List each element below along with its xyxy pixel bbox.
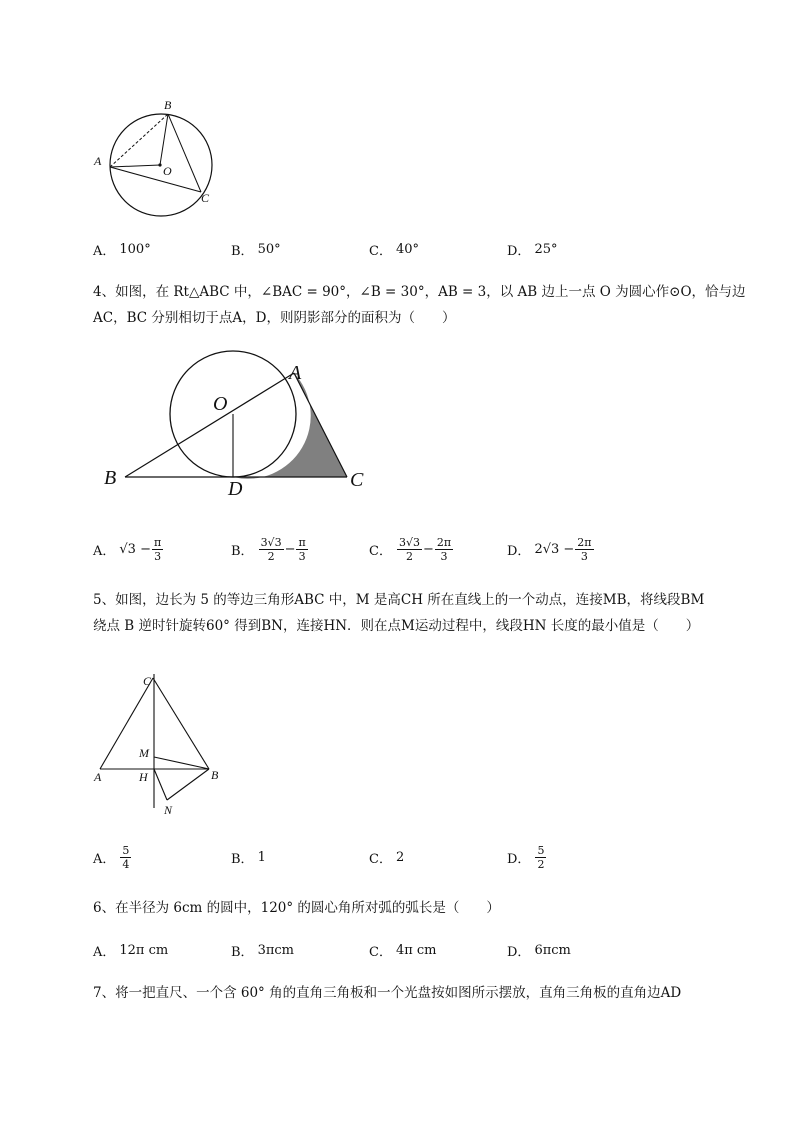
option-text: 3πcm: [257, 942, 294, 958]
q3-chord-ab: [110, 114, 168, 167]
q4-option-d[interactable]: [507, 532, 595, 566]
option-text: 1: [257, 849, 266, 865]
q5-segment-hn: [154, 769, 167, 800]
q3-label-b: B: [164, 98, 172, 112]
option-label: C．: [369, 851, 392, 867]
q6-stem-line-1: 6、在半径为 6cm 的圆中，120° 的圆心角所对弧的弧长是（ ）: [93, 900, 500, 916]
fraction-numerator: π: [153, 535, 162, 549]
fraction-denominator: 3: [298, 549, 306, 563]
option-label: C．: [369, 243, 392, 259]
q5-label-b: B: [211, 768, 219, 782]
q3-segment-ac: [110, 167, 201, 192]
option-label: B．: [231, 851, 254, 867]
option-text: 4π cm: [395, 942, 437, 958]
option-fraction-1: [397, 536, 422, 563]
fraction-denominator: 2: [267, 549, 275, 563]
q3-option-b[interactable]: [231, 232, 281, 266]
q5-option-d[interactable]: [507, 840, 547, 874]
q4-option-b[interactable]: [231, 532, 309, 566]
fraction-numerator: 2π: [436, 535, 452, 549]
fraction-denominator: 3: [580, 549, 588, 563]
option-fraction-2: [435, 536, 453, 563]
q4-stem-line-1: 4、如图，在 Rt△ABC 中，∠BAC = 90°，∠B = 30°，AB = 3，以 AB 边上一点 O 为圆心作⊙O，恰与边: [93, 284, 746, 300]
q5-label-c: C: [143, 674, 152, 688]
q5-segment-cb: [153, 678, 209, 769]
option-text: 40°: [395, 241, 419, 257]
q5-figure: [88, 668, 228, 820]
option-fraction: [535, 844, 546, 871]
q4-shaded-region: [233, 373, 347, 479]
q6-option-d[interactable]: [507, 933, 571, 967]
q5-option-b[interactable]: [231, 840, 266, 874]
option-text: 2: [395, 849, 405, 865]
option-text: 50°: [257, 241, 281, 257]
q4-option-a[interactable]: [93, 532, 164, 566]
option-label: A．: [93, 851, 116, 867]
option-fraction: [575, 536, 593, 563]
q7-stem-line-1: 7、将一把直尺、一个含 60° 角的直角三角板和一个光盘按如图所示摆放，直角三角板的直角边AD: [93, 985, 682, 1001]
q3-segment-ao: [110, 165, 160, 167]
option-label: B．: [231, 543, 254, 559]
q3-center-dot: [158, 163, 161, 166]
option-fraction-1: [259, 536, 284, 563]
q3-label-o: O: [163, 164, 172, 178]
fraction-denominator: 4: [122, 857, 130, 871]
q4-options: [93, 532, 743, 566]
q6-option-b[interactable]: [231, 933, 294, 967]
q5-options: [93, 840, 743, 874]
q5-stem-line-1: 5、如图，边长为 5 的等边三角形ABC 中，M 是高CH 所在直线上的一个动点，连接MB，将线段BM: [93, 592, 705, 608]
q5-segment-mb: [154, 757, 209, 769]
option-fraction: [152, 536, 163, 563]
option-label: C．: [369, 543, 392, 559]
q3-options: [93, 232, 743, 266]
q4-label-a: A: [289, 362, 302, 384]
option-text: 100°: [119, 241, 151, 257]
q3-option-c[interactable]: [369, 232, 419, 266]
q6-option-a[interactable]: [93, 933, 168, 967]
q3-option-d[interactable]: [507, 232, 557, 266]
fraction-numerator: 5: [537, 843, 545, 857]
option-label: C．: [369, 944, 392, 960]
option-expression-prefix: 2√3 −: [534, 541, 575, 557]
q5-segment-bn: [167, 769, 209, 800]
q3-option-a[interactable]: [93, 232, 151, 266]
option-operator: −: [284, 541, 296, 557]
q5-label-h: H: [139, 770, 148, 784]
q3-segment-bc: [168, 114, 201, 192]
q4-option-c[interactable]: [369, 532, 454, 566]
option-label: D．: [507, 944, 531, 960]
option-text: 25°: [534, 241, 558, 257]
fraction-denominator: 2: [405, 549, 413, 563]
option-label: B．: [231, 944, 254, 960]
q3-label-c: C: [201, 191, 210, 205]
fraction-numerator: 2π: [577, 535, 592, 549]
q4-label-b: B: [104, 467, 117, 489]
q5-label-a: A: [94, 770, 102, 784]
fraction-numerator: 3√3: [260, 535, 282, 549]
q6-option-c[interactable]: [369, 933, 437, 967]
q5-label-m: M: [139, 746, 149, 760]
q4-label-c: C: [350, 469, 364, 491]
fraction-denominator: 3: [154, 549, 162, 563]
fraction-numerator: π: [298, 535, 306, 549]
option-label: A．: [93, 944, 116, 960]
q4-segment-ba: [125, 373, 294, 477]
fraction-numerator: 5: [122, 843, 130, 857]
option-label: D．: [507, 543, 531, 559]
option-fraction: [120, 844, 131, 871]
option-label: A．: [93, 243, 116, 259]
option-text: 12π cm: [119, 942, 169, 958]
option-label: D．: [507, 243, 531, 259]
q6-options: [93, 933, 743, 967]
q5-stem-line-2: 绕点 B 逆时针旋转60° 得到BN，连接HN．则在点M运动过程中，线段HN 长度的最小值是（ ）: [93, 618, 700, 634]
option-operator: −: [422, 541, 434, 557]
q3-label-a: A: [94, 154, 102, 168]
q4-figure: [98, 352, 378, 502]
q5-option-a[interactable]: [93, 840, 132, 874]
option-text: 6πcm: [534, 942, 571, 958]
option-label: B．: [231, 243, 254, 259]
q3-figure: [88, 92, 228, 222]
option-label: A．: [93, 543, 116, 559]
q5-option-c[interactable]: [369, 840, 404, 874]
q4-stem-line-2: AC，BC 分别相切于点A，D，则阴影部分的面积为（ ）: [93, 310, 456, 326]
q3-segment-ob: [160, 114, 168, 165]
q5-label-n: N: [164, 803, 173, 817]
fraction-denominator: 3: [440, 549, 448, 563]
q4-label-o: O: [213, 393, 228, 415]
option-label: D．: [507, 851, 531, 867]
fraction-denominator: 2: [537, 857, 545, 871]
q4-label-d: D: [228, 478, 243, 500]
option-fraction-2: [296, 536, 307, 563]
fraction-numerator: 3√3: [398, 535, 420, 549]
option-expression-prefix: √3 −: [119, 541, 151, 557]
